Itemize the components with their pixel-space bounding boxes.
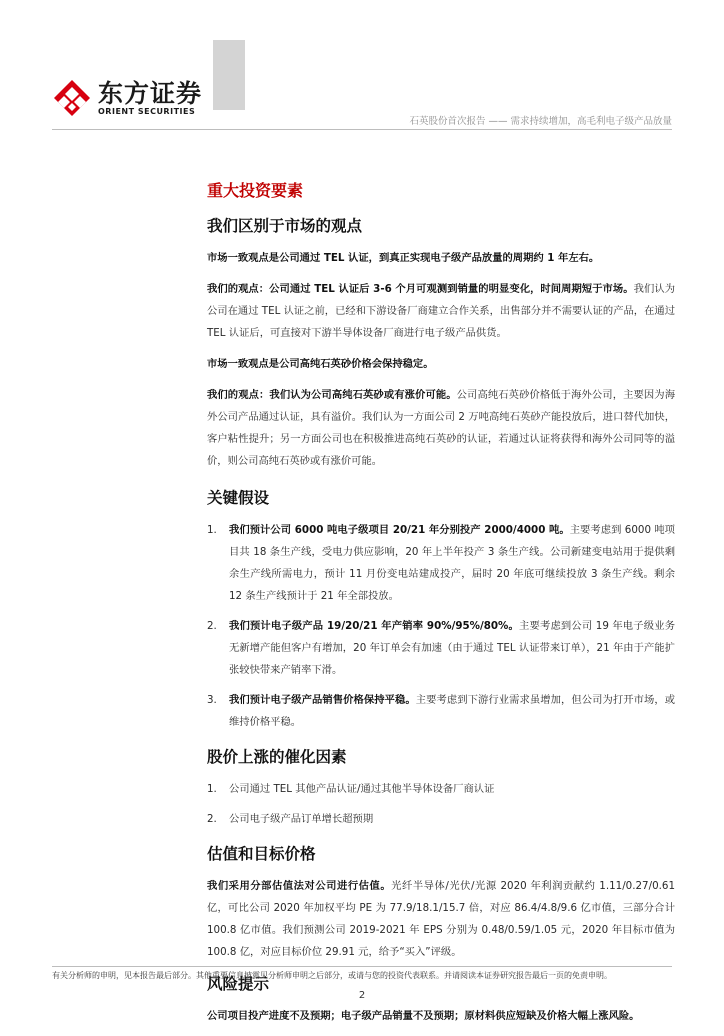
bold-statement: 市场一致观点是公司高纯石英砂价格会保持稳定。: [207, 358, 434, 370]
logo-english-name: ORIENT SECURITIES: [98, 106, 196, 116]
section-heading-valuation: 估值和目标价格: [207, 845, 316, 863]
main-content: [207, 178, 675, 1036]
bold-statement: 我们采用分部估值法对公司进行估值。: [207, 880, 392, 892]
section-heading-catalysts: 股价上涨的催化因素: [207, 748, 347, 766]
footer-divider: [52, 966, 672, 967]
bold-statement: 我们的观点：公司通过 TEL 认证后 3-6 个月可观测到销量的明显变化，时间周期短于市场。: [207, 283, 634, 295]
catalysts-list: [207, 778, 675, 830]
paragraph: [207, 875, 675, 963]
page-number: 2: [358, 990, 366, 1001]
paragraph: [207, 384, 675, 472]
bold-statement: 我们的观点：我们认为公司高纯石英砂或有涨价可能。: [207, 389, 457, 401]
section-heading-key-assumptions: 关键假设: [207, 489, 270, 507]
paragraph: [207, 278, 675, 344]
list-item: 1. 我们预计公司 6000 吨电子级项目 20/21 年分别投产 2000/4000 吨。主要考虑到 6000 吨项目共 18 条生产线，受电力供应影响，20 年上半年投产 3 条生产线。公司新建变电站用于提供剩余生产线所需电力，预计 11 月份变电站建成投产，届时 20 年底可继续投放 3 条生产线。剩余 12 条生产线预计于 21 年全部投放。: [207, 524, 675, 602]
paragraph: [207, 353, 675, 375]
bold-statement: 市场一致观点是公司通过 TEL 认证，到真正实现电子级产品放量的周期约 1 年左右。: [207, 252, 600, 264]
report-subtitle: 石英股份首次报告 —— 需求持续增加，高毛利电子级产品放量: [409, 116, 672, 127]
list-item: 1. 公司通过 TEL 其他产品认证/通过其他半导体设备厂商认证: [207, 783, 495, 795]
footer-disclaimer: 有关分析师的申明，见本报告最后部分。其他重要信息披露见分析师申明之后部分，或请与您的投资代表联系。并请阅读本证券研究报告最后一页的免责申明。: [52, 971, 612, 980]
header-divider: [52, 129, 672, 130]
company-logo: [52, 78, 202, 118]
list-item: 2. 我们预计电子级产品 19/20/21 年产销率 90%/95%/80%。主要考虑到公司 19 年电子级业务无新增产能但客户有增加，20 年订单会有加速（由于通过 TEL 认证带来订单），21 年由于产能扩张较快带来产销率下滑。: [207, 620, 675, 676]
logo-chinese-name: 东方证券: [98, 78, 203, 108]
page-title: 重大投资要素: [207, 181, 304, 200]
section-heading-risks: 风险提示: [207, 975, 270, 993]
body-text: 我们认为公司在通过 TEL 认证之前，已经和下游设备厂商建立合作关系，出售部分并不需要认证的产品，在通过 TEL 认证后，可直接对下游半导体设备厂商进行电子级产品供货。: [207, 283, 676, 339]
body-text: 光纤半导体/光伏/光源 2020 年利润贡献约 1.11/0.27/0.61 亿，可比公司 2020 年加权平均 PE 为 77.9/18.1/15.7 倍，对应 86.4/4.8/9.6 亿市值，三部分合计 100.8 亿市值。我们预测公司 2019-2021 年 EPS 分别为 0.48/0.59/1.05 元，2020 年目标市值为 100.8 亿，对应目标价位 29.91 元，给予“买入”评级。: [207, 880, 675, 958]
paragraph: [207, 247, 675, 269]
section-heading-market-view: 我们区别于市场的观点: [207, 217, 363, 235]
list-item: 2. 公司电子级产品订单增长超预期: [207, 813, 374, 825]
body-text: 公司高纯石英砂价格低于海外公司，主要因为海外公司产品通过认证，具有溢价。我们认为一方面公司 2 万吨高纯石英砂产能投放后，进口替代加快，客户粘性提升；另一方面公司也在积极推进高纯石英砂的认证，若通过认证将获得和海外公司同等的溢价，则公司高纯石英砂或有涨价可能。: [207, 389, 675, 467]
header-accent-bar: [213, 40, 245, 110]
list-item: 3. 我们预计电子级产品销售价格保持平稳。主要考虑到下游行业需求虽增加，但公司为打开市场，或维持价格平稳。: [207, 694, 676, 728]
orient-securities-logo-icon: [52, 78, 92, 118]
bold-statement: 公司项目投产进度不及预期；电子级产品销量不及预期；原材料供应短缺及价格大幅上涨风险。: [207, 1010, 640, 1022]
assumptions-list: [207, 519, 675, 733]
